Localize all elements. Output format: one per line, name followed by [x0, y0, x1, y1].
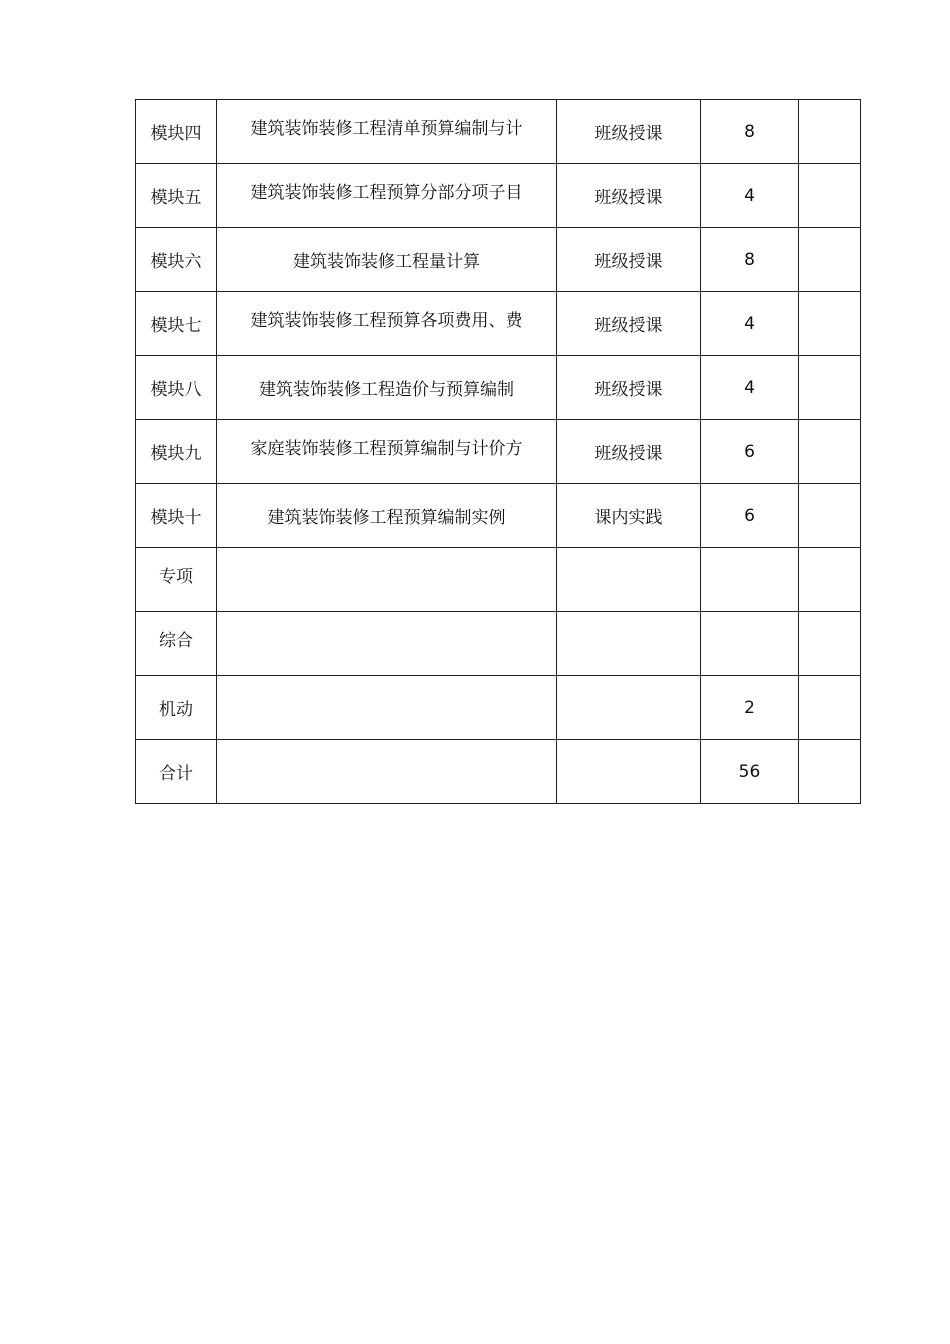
content-cell: 建筑装饰装修工程预算各项费用、费: [217, 292, 557, 356]
table-row: [136, 612, 861, 676]
table-row: [136, 228, 861, 292]
teaching-type-cell: 班级授课: [557, 420, 701, 484]
note-cell: [799, 100, 861, 164]
table-row: [136, 548, 861, 612]
teaching-type-cell: 课内实践: [557, 484, 701, 548]
table-row: [136, 420, 861, 484]
teaching-type-cell: [557, 612, 701, 676]
table-row: [136, 676, 861, 740]
note-cell: [799, 228, 861, 292]
module-cell: 模块十: [136, 484, 217, 548]
teaching-type-cell: 班级授课: [557, 164, 701, 228]
content-cell: 建筑装饰装修工程预算编制实例: [217, 484, 557, 548]
table-row: [136, 356, 861, 420]
hours-cell: 8: [701, 100, 799, 164]
course-schedule-table: [135, 99, 861, 804]
hours-cell: 6: [701, 484, 799, 548]
content-cell: [217, 740, 557, 804]
content-cell: 建筑装饰装修工程量计算: [217, 228, 557, 292]
hours-cell: 6: [701, 420, 799, 484]
teaching-type-cell: 班级授课: [557, 356, 701, 420]
module-cell: 模块七: [136, 292, 217, 356]
content-cell: 建筑装饰装修工程预算分部分项子目: [217, 164, 557, 228]
hours-cell: 56: [701, 740, 799, 804]
table-row: [136, 292, 861, 356]
hours-cell: [701, 612, 799, 676]
module-cell: 模块六: [136, 228, 217, 292]
table-row: [136, 100, 861, 164]
module-cell: 模块九: [136, 420, 217, 484]
note-cell: [799, 420, 861, 484]
content-cell: 家庭装饰装修工程预算编制与计价方: [217, 420, 557, 484]
module-cell: 模块八: [136, 356, 217, 420]
hours-cell: 4: [701, 292, 799, 356]
note-cell: [799, 612, 861, 676]
teaching-type-cell: 班级授课: [557, 292, 701, 356]
note-cell: [799, 164, 861, 228]
content-cell: 建筑装饰装修工程造价与预算编制: [217, 356, 557, 420]
hours-cell: 4: [701, 356, 799, 420]
note-cell: [799, 292, 861, 356]
teaching-type-cell: 班级授课: [557, 228, 701, 292]
teaching-type-cell: 班级授课: [557, 100, 701, 164]
content-cell: [217, 612, 557, 676]
note-cell: [799, 356, 861, 420]
hours-cell: 2: [701, 676, 799, 740]
module-cell: 综合: [136, 612, 217, 676]
teaching-type-cell: [557, 676, 701, 740]
hours-cell: [701, 548, 799, 612]
table-row: [136, 740, 861, 804]
content-cell: 建筑装饰装修工程清单预算编制与计: [217, 100, 557, 164]
table-row: [136, 484, 861, 548]
note-cell: [799, 548, 861, 612]
table-row: [136, 164, 861, 228]
module-cell: 专项: [136, 548, 217, 612]
teaching-type-cell: [557, 740, 701, 804]
module-cell: 合计: [136, 740, 217, 804]
content-cell: [217, 548, 557, 612]
note-cell: [799, 676, 861, 740]
hours-cell: 4: [701, 164, 799, 228]
hours-cell: 8: [701, 228, 799, 292]
content-cell: [217, 676, 557, 740]
module-cell: 模块四: [136, 100, 217, 164]
module-cell: 机动: [136, 676, 217, 740]
teaching-type-cell: [557, 548, 701, 612]
module-cell: 模块五: [136, 164, 217, 228]
note-cell: [799, 484, 861, 548]
note-cell: [799, 740, 861, 804]
